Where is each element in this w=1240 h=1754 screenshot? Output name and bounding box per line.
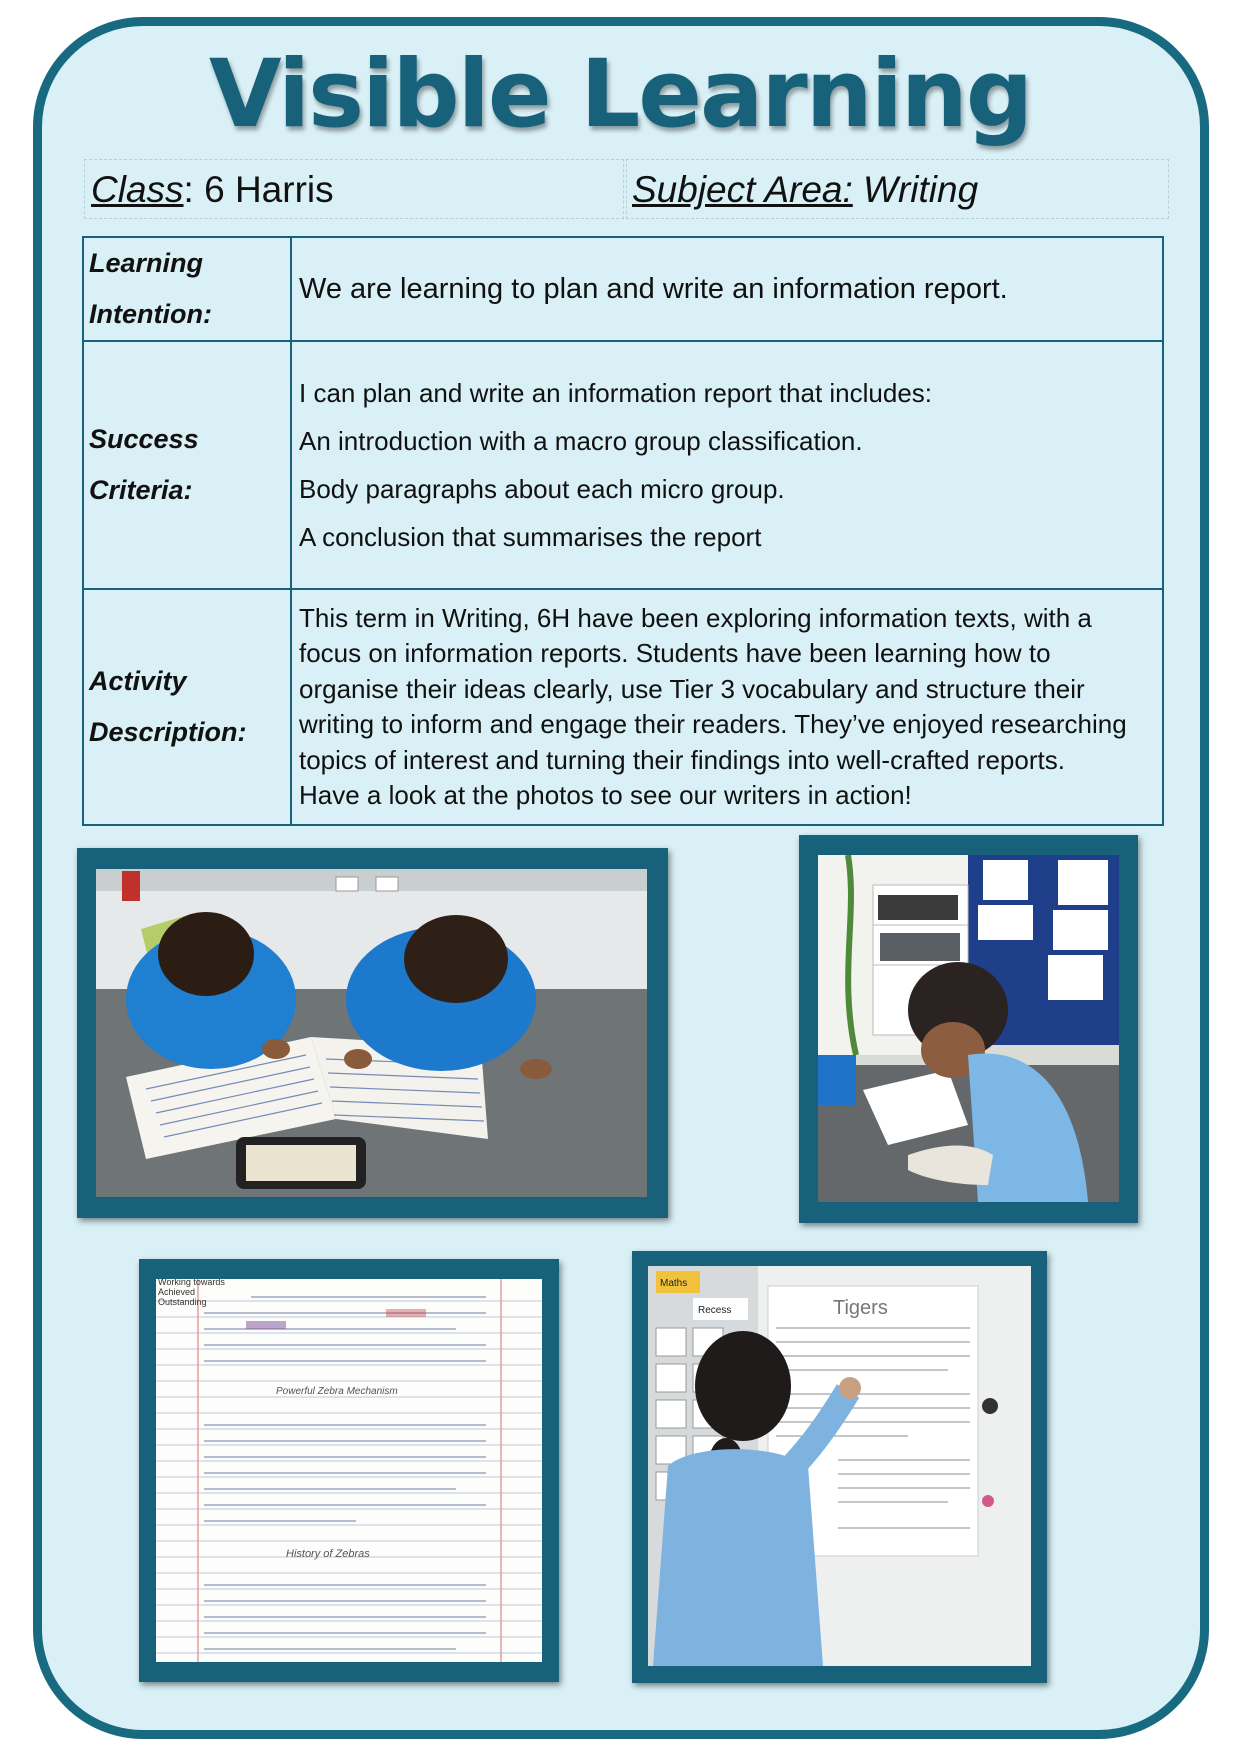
activity-line: This term in Writing, 6H have been exploring information texts, with a [299, 602, 1092, 633]
intention-text: We are learning to plan and write an information report. [291, 237, 1163, 341]
subject-label: Subject Area: [632, 169, 853, 210]
photo-2-illustration [818, 855, 1119, 1202]
activity-line: focus on information reports. Students have been learning how to [299, 638, 1051, 668]
page-title: Visible Learning [208, 40, 1032, 149]
activity-line: writing to inform and engage their readers. They’ve enjoyed researching [299, 709, 1127, 739]
criteria-label [83, 341, 291, 589]
poster-title: Tigers [833, 1297, 888, 1319]
criteria-list [291, 341, 1163, 589]
photo-1-illustration [96, 869, 647, 1197]
subject-value: Writing [863, 169, 979, 210]
class-info [84, 159, 624, 219]
criteria-row [83, 341, 1163, 589]
photo-boy-writing [799, 835, 1138, 1223]
intention-row [83, 237, 1163, 341]
class-label: Class [91, 169, 184, 210]
activity-line: Have a look at the photos to see our writers in action! [299, 780, 912, 810]
label-maths: Maths [660, 1278, 688, 1289]
rubric-outstanding: Outstanding [158, 1297, 207, 1307]
criteria-label-line-1: Success [89, 424, 199, 454]
photo-whiteboard-tigers [632, 1251, 1047, 1683]
class-value: 6 Harris [204, 169, 334, 210]
photo-3-illustration [156, 1279, 542, 1662]
activity-line: organise their ideas clearly, use Tier 3 vocabulary and structure their [299, 673, 1085, 704]
subject-info [626, 159, 1169, 219]
report-heading-1: Powerful Zebra Mechanism [276, 1386, 398, 1397]
rubric-working: Working towards [158, 1279, 225, 1287]
label-recess: Recess [698, 1305, 732, 1316]
criteria-item: A conclusion that summarises the report [299, 522, 762, 552]
photo-students-writing-desk [77, 848, 668, 1218]
criteria-label-line-2: Criteria: [89, 475, 193, 505]
rubric-achieved: Achieved [158, 1287, 196, 1297]
report-heading-2: History of Zebras [286, 1548, 370, 1560]
activity-label [83, 589, 291, 825]
activity-label-line-1: Activity [89, 666, 187, 696]
intention-label-line-2: Intention: [89, 299, 212, 329]
intention-label-line-1: Learning [89, 248, 204, 278]
photo-4-illustration [648, 1266, 1031, 1666]
activity-line: topics of interest and turning their findings into well-crafted reports. [299, 744, 1065, 775]
activity-description [291, 589, 1163, 825]
criteria-item: Body paragraphs about each micro group. [299, 474, 785, 504]
criteria-item: An introduction with a macro group classification. [299, 426, 863, 456]
activity-label-line-2: Description: [89, 717, 247, 747]
criteria-item: I can plan and write an information report that includes: [299, 378, 933, 408]
intention-label [83, 237, 291, 341]
class-colon: : [183, 169, 205, 210]
photo-handwritten-report [139, 1259, 559, 1682]
activity-row [83, 589, 1163, 825]
learning-table [82, 236, 1164, 826]
